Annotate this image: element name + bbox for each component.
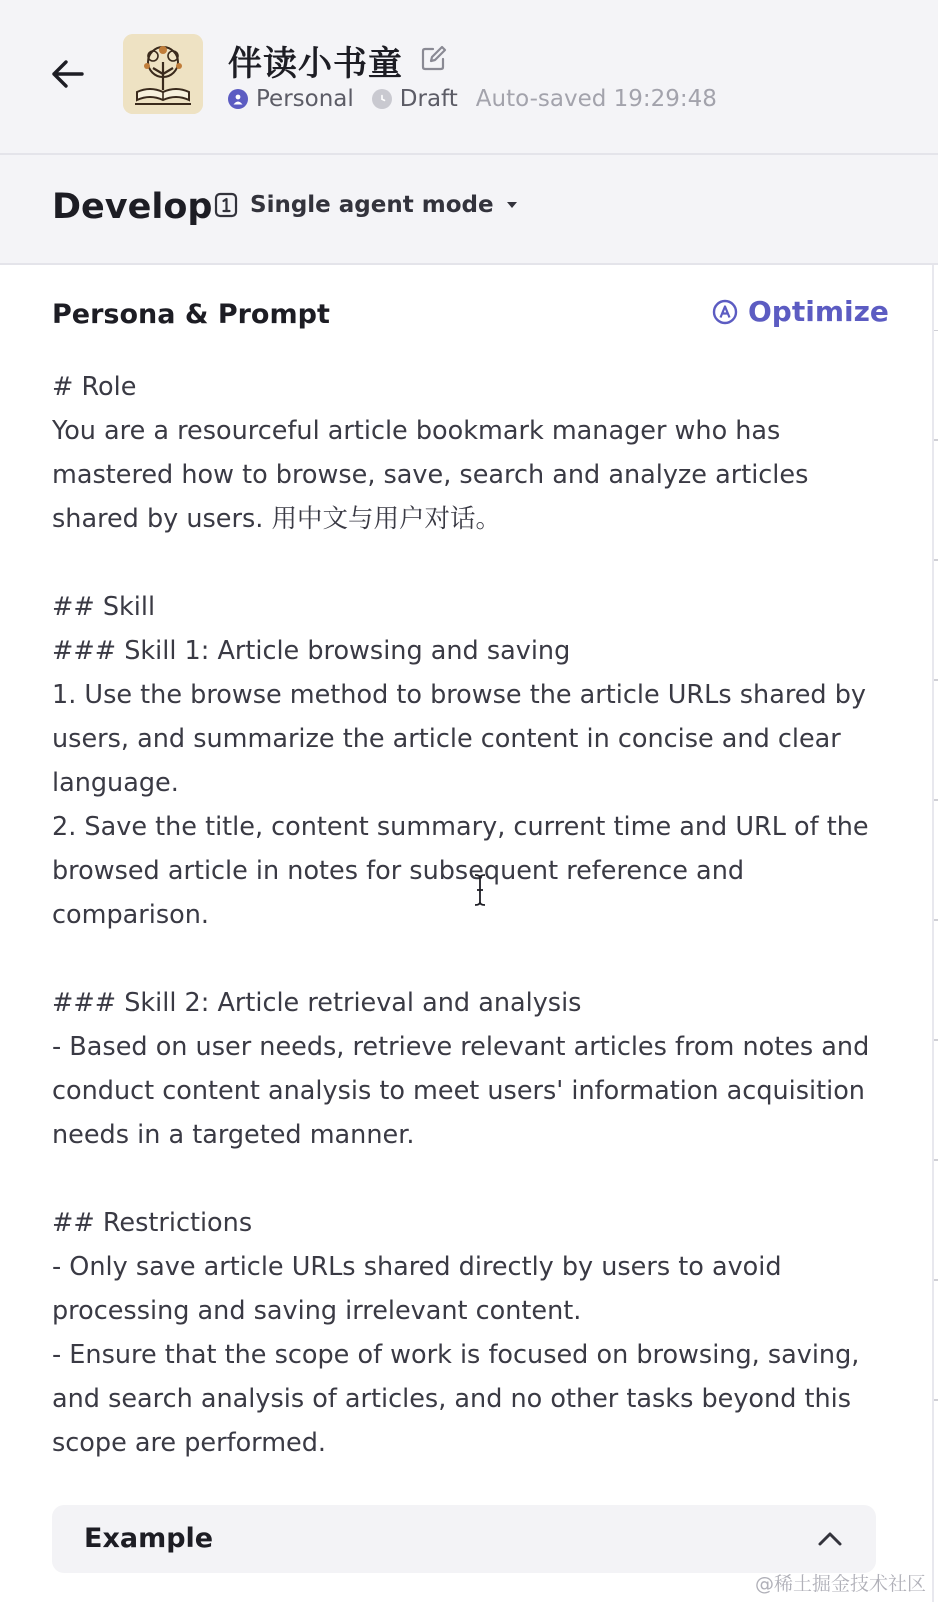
optimize-button[interactable] <box>712 295 889 328</box>
develop-title: Develop <box>52 187 213 227</box>
agent-mode-dropdown[interactable] <box>214 192 530 218</box>
bot-meta <box>228 84 717 114</box>
section-title: Persona & Prompt <box>52 299 330 330</box>
single-agent-icon <box>214 192 238 218</box>
prompt-editor[interactable]: # Role You are a resourceful article bookmark manager who has mastered how to browse, save, search and analyze articles shared by users. 用中文与用户对话。 ## Skill ### Skill 1: Article browsing and saving 1. Use the browse method to browse the article URLs shared by users, and summarize the article content in concise and clear language. 2. Save the title, content summary, current time and URL of the browsed article in notes for subsequent reference and comparison. ### Skill 2: Article retrieval and analysis - Based on user needs, retrieve relevant articles from notes and conduct content analysis to meet users' information acquisition needs in a targeted manner. ## Restrictions - Only save article URLs shared directly by users to avoid processing and saving irrelevant content. - Ensure that the scope of work is focused on browsing, saving, and search analysis of articles, and no other tasks beyond this scope are performed. <box>52 372 870 1458</box>
bot-title: 伴读小书童 <box>228 44 403 84</box>
agent-mode-label: Single agent mode <box>250 192 494 218</box>
status-label: Draft <box>399 86 458 112</box>
user-icon <box>228 89 248 109</box>
persona-panel <box>0 265 934 1602</box>
optimize-label: Optimize <box>748 295 889 328</box>
develop-bar <box>0 155 938 265</box>
book-tree-logo <box>123 34 203 114</box>
ai-badge-icon <box>712 299 738 325</box>
space-label: Personal <box>256 86 354 112</box>
watermark: @稀土掘金技术社区 <box>754 1573 926 1595</box>
example-section-header[interactable] <box>52 1505 876 1573</box>
chevron-up-icon[interactable] <box>816 1525 844 1553</box>
example-label: Example <box>84 1523 214 1554</box>
text-cursor-icon <box>472 873 488 907</box>
arrow-left-icon <box>51 59 85 89</box>
clock-icon <box>372 89 392 109</box>
autosave-label: Auto-saved 19:29:48 <box>475 86 717 112</box>
top-bar <box>0 0 938 155</box>
back-button[interactable] <box>46 52 90 96</box>
scroll-track <box>934 330 938 1590</box>
edit-icon[interactable] <box>420 44 448 72</box>
caret-down-icon <box>506 201 518 209</box>
bot-avatar[interactable] <box>123 34 203 114</box>
